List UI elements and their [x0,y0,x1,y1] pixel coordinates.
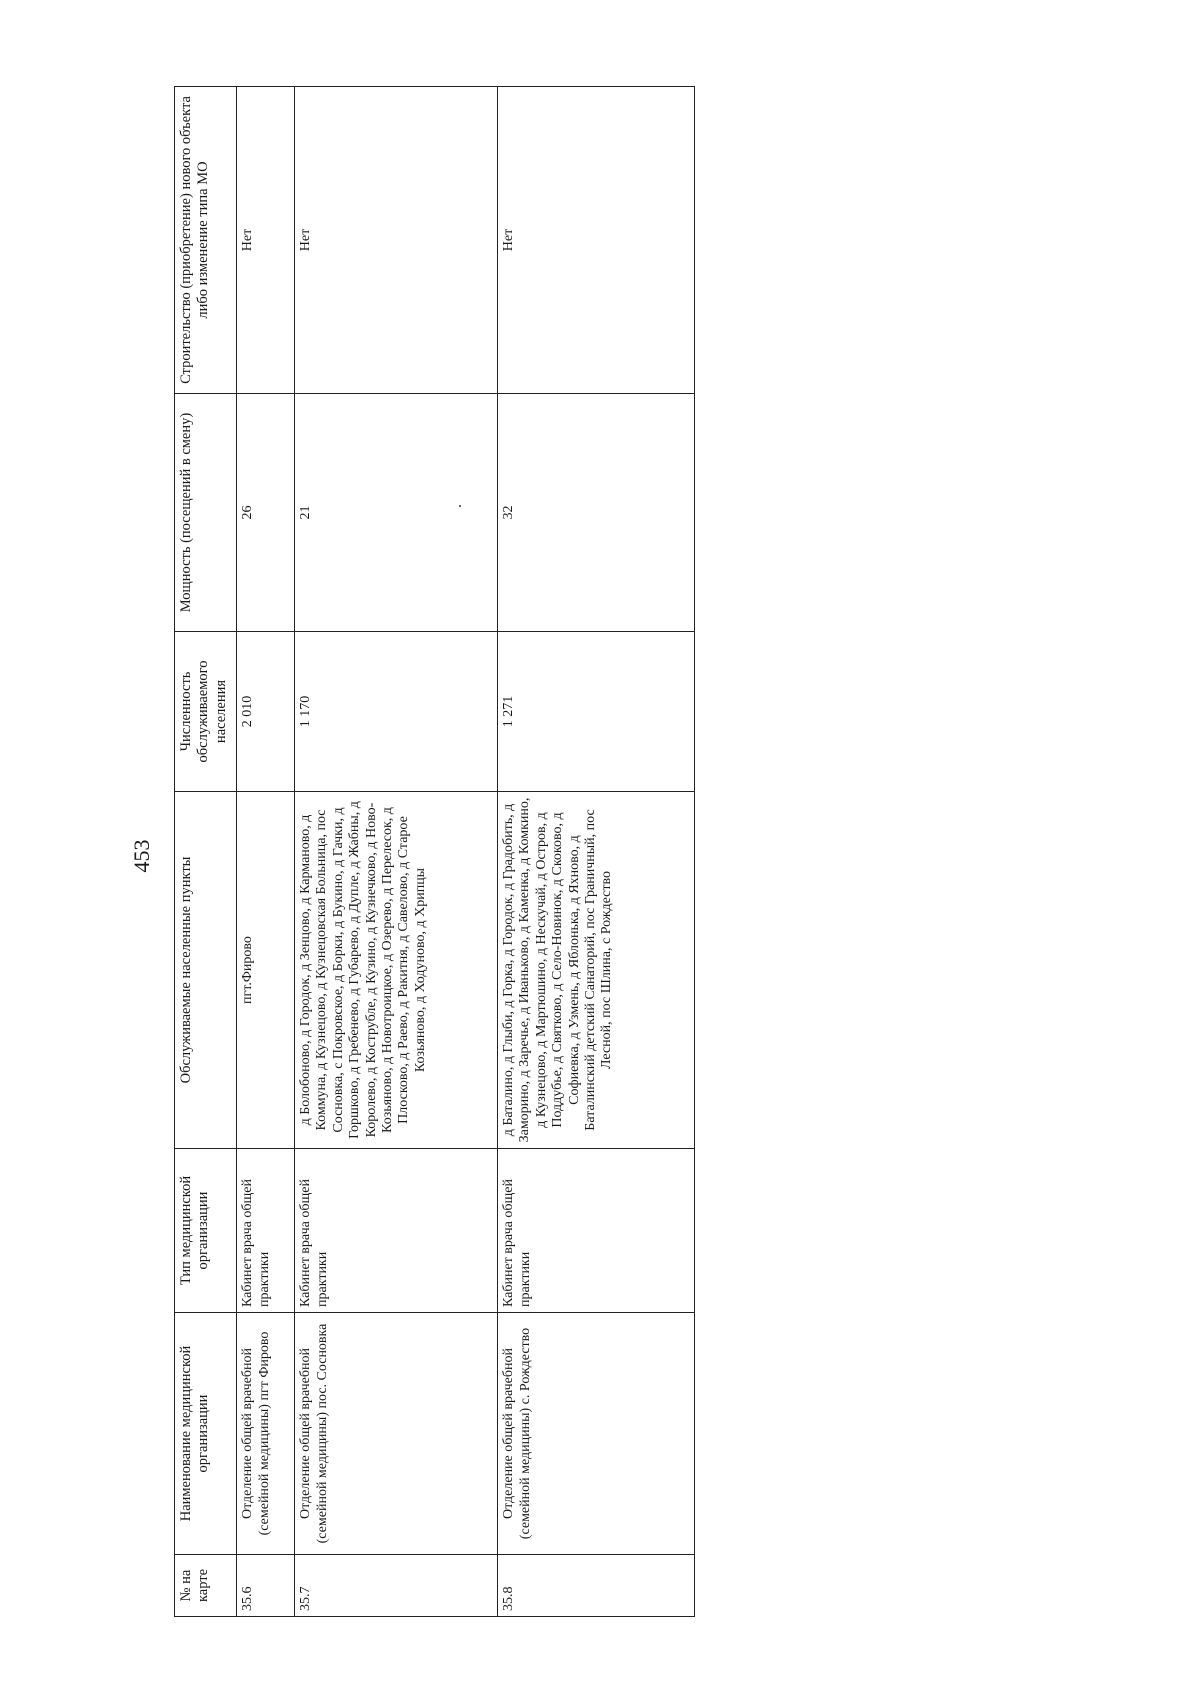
cell-settlements: д Болобоново, д Городок, д Зенцово, д Карманово, д Коммуна, д Кузнецово, д Кузнецовская Больница, пос Сосновка, с Покровское, д Борки, д Букино, д Гачки, д Горшково, д Гребенево, д Губарево, д Дупле, д Жабны, д Королево, д Кострубле, д Кузино, д Кузнечково, д Ново-Козьяново, д Новотроицкое, д Озерево, д Перелесок, д Плосково, д Раево, д Ракитня, д Савелово, д Старое Козьяново, д Ходуново, д Хрипцы [295,792,498,1149]
cell-construction: Нет [295,87,498,394]
cell-capacity: 21 [295,394,498,632]
header-population: Численность обслуживаемого населения [175,632,237,792]
medical-organizations-table [174,86,695,1617]
table-header-row [175,87,237,1617]
cell-population: 1 271 [498,632,695,792]
cell-num: 35.6 [237,1555,295,1617]
cell-construction: Нет [237,87,295,394]
cell-settlements: д Баталино, д Глыби, д Горка, д Городок, д Градобить, д Заморино, д Заречье, д Иваньково, д Каменка, д Комкино, д Кузнецово, д Мартюшино, д Нескучай, д Остров, д Поддубье, д Святково, д Село-Новинок, д Скоково, д Софиевка, д Узмень, д Яблонька, д Яхново, д Баталинский детский Санаторий, пос Граничный, пос Лесной, пос Шлина, с Рождество [498,792,695,1149]
header-construction: Строительство (приобретение) нового объекта либо изменение типа МО [175,87,237,394]
cell-population: 2 010 [237,632,295,792]
cell-type: Кабинет врача общей практики [237,1149,295,1313]
scan-speck [459,505,461,507]
header-num: № на карте [175,1555,237,1617]
cell-num: 35.8 [498,1555,695,1617]
header-capacity: Мощность (посещений в смену) [175,394,237,632]
table-row [498,87,695,1617]
header-name: Наименование медицинской организации [175,1313,237,1555]
cell-name: Отделение общей врачебной (семейной медицины) с. Рождество [498,1313,695,1555]
table-row [237,87,295,1617]
cell-type: Кабинет врача общей практики [498,1149,695,1313]
cell-population: 1 170 [295,632,498,792]
cell-num: 35.7 [295,1555,498,1617]
cell-capacity: 32 [498,394,695,632]
cell-capacity: 26 [237,394,295,632]
cell-construction: Нет [498,87,695,394]
cell-settlements: пгт.Фирово [237,792,295,1149]
header-type: Тип медицинской организации [175,1149,237,1313]
header-settlements: Обслуживаемые населенные пункты [175,792,237,1149]
page-number: 453 [129,839,154,873]
cell-name: Отделение общей врачебной (семейной медицины) пгт Фирово [237,1313,295,1555]
cell-type: Кабинет врача общей практики [295,1149,498,1313]
cell-name: Отделение общей врачебной (семейной медицины) пос. Сосновка [295,1313,498,1555]
table-row [295,87,498,1617]
